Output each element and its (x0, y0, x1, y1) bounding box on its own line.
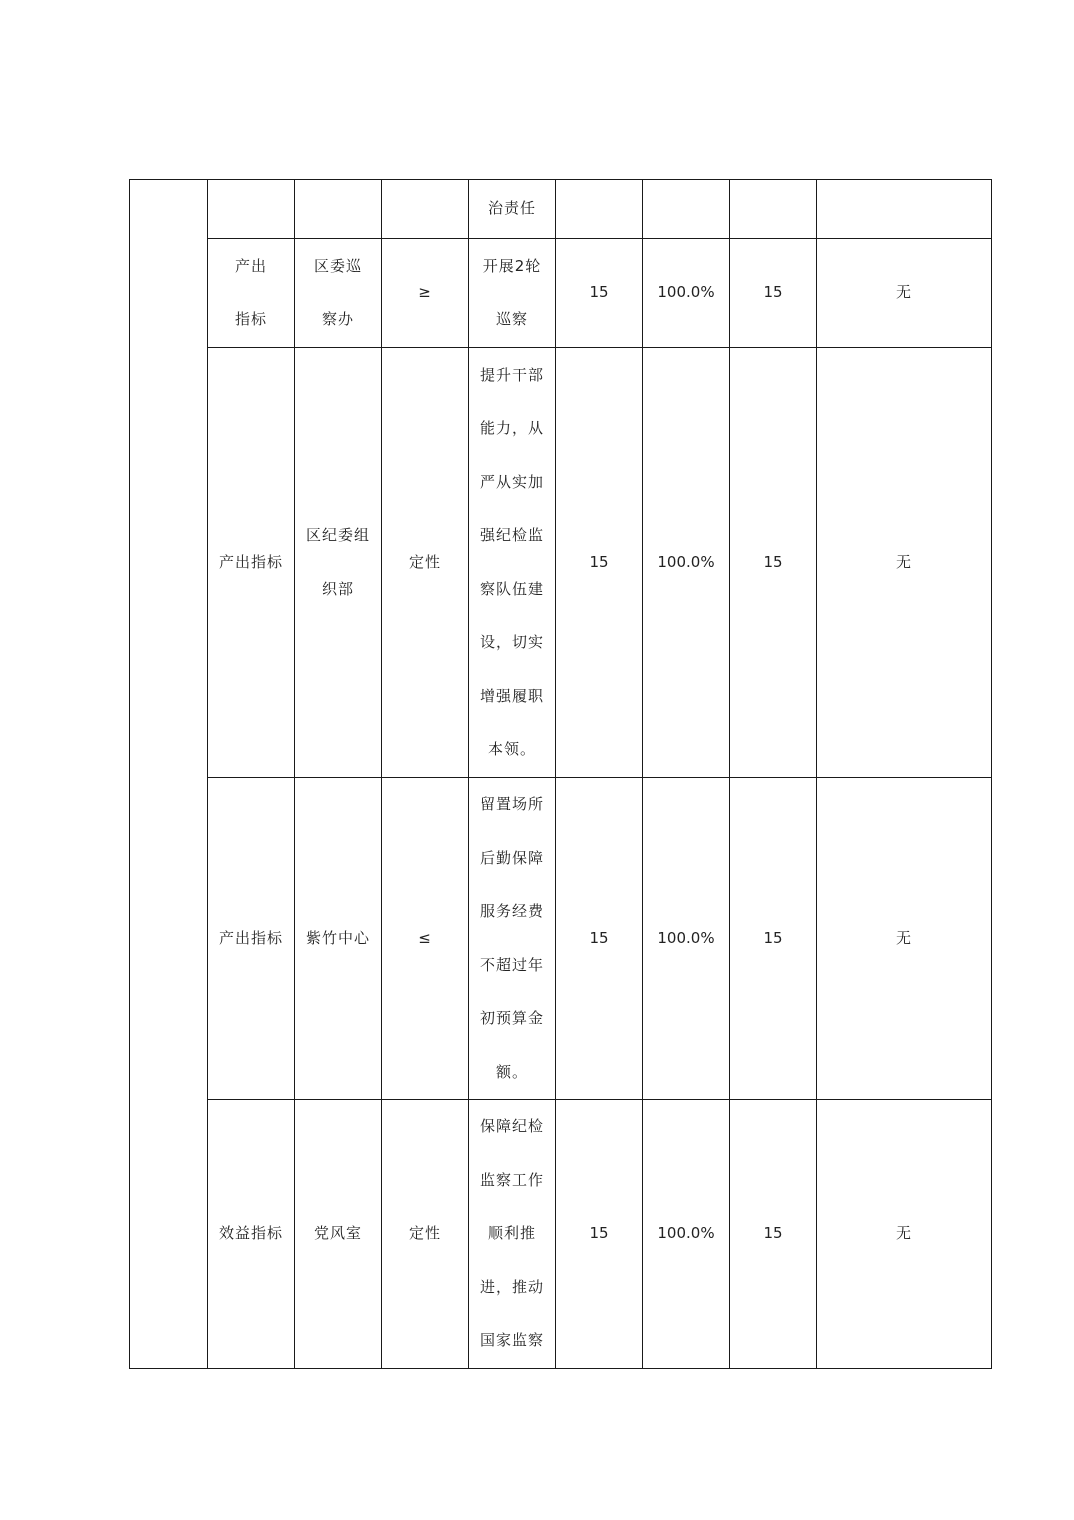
department-cell: 党风室 (295, 1100, 382, 1369)
rate-cell: 100.0% (643, 1100, 730, 1369)
note-cell: 无 (817, 778, 992, 1100)
rate-cell (643, 180, 730, 239)
content-cell: 保障纪检监察工作顺利推进，推动国家监察 (469, 1100, 556, 1369)
rate-cell: 100.0% (643, 348, 730, 778)
actual-score-cell: 15 (730, 1100, 817, 1369)
note-cell: 无 (817, 348, 992, 778)
table-row (130, 778, 992, 1100)
department-cell: 紫竹中心 (295, 778, 382, 1100)
actual-score-cell: 15 (730, 348, 817, 778)
indicator-type-cell: 产出指标 (208, 239, 295, 348)
table-row (130, 239, 992, 348)
score-cell (556, 180, 643, 239)
note-cell: 无 (817, 1100, 992, 1369)
operator-cell: ≥ (382, 239, 469, 348)
actual-score-cell: 15 (730, 239, 817, 348)
operator-cell: 定性 (382, 348, 469, 778)
department-cell (295, 180, 382, 239)
note-cell: 无 (817, 239, 992, 348)
actual-score-cell (730, 180, 817, 239)
actual-score-cell: 15 (730, 778, 817, 1100)
content-cell: 开展2轮巡察 (469, 239, 556, 348)
table-row (130, 348, 992, 778)
department-cell: 区委巡察办 (295, 239, 382, 348)
rate-cell: 100.0% (643, 778, 730, 1100)
indicator-type-cell: 产出指标 (208, 348, 295, 778)
indicator-type-cell (208, 180, 295, 239)
score-cell: 15 (556, 239, 643, 348)
note-cell (817, 180, 992, 239)
score-cell: 15 (556, 348, 643, 778)
content-cell: 治责任 (469, 180, 556, 239)
rate-cell: 100.0% (643, 239, 730, 348)
content-cell: 留置场所后勤保障服务经费不超过年初预算金额。 (469, 778, 556, 1100)
operator-cell (382, 180, 469, 239)
indicator-type-cell: 产出指标 (208, 778, 295, 1100)
performance-table (129, 179, 992, 1369)
score-cell: 15 (556, 1100, 643, 1369)
content-cell: 提升干部能力，从严从实加强纪检监察队伍建设，切实增强履职本领。 (469, 348, 556, 778)
department-cell: 区纪委组织部 (295, 348, 382, 778)
operator-cell: ≤ (382, 778, 469, 1100)
score-cell: 15 (556, 778, 643, 1100)
operator-cell: 定性 (382, 1100, 469, 1369)
table-row (130, 1100, 992, 1369)
indicator-type-cell: 效益指标 (208, 1100, 295, 1369)
table-row (130, 180, 992, 239)
merged-first-column-cell (130, 180, 208, 1369)
